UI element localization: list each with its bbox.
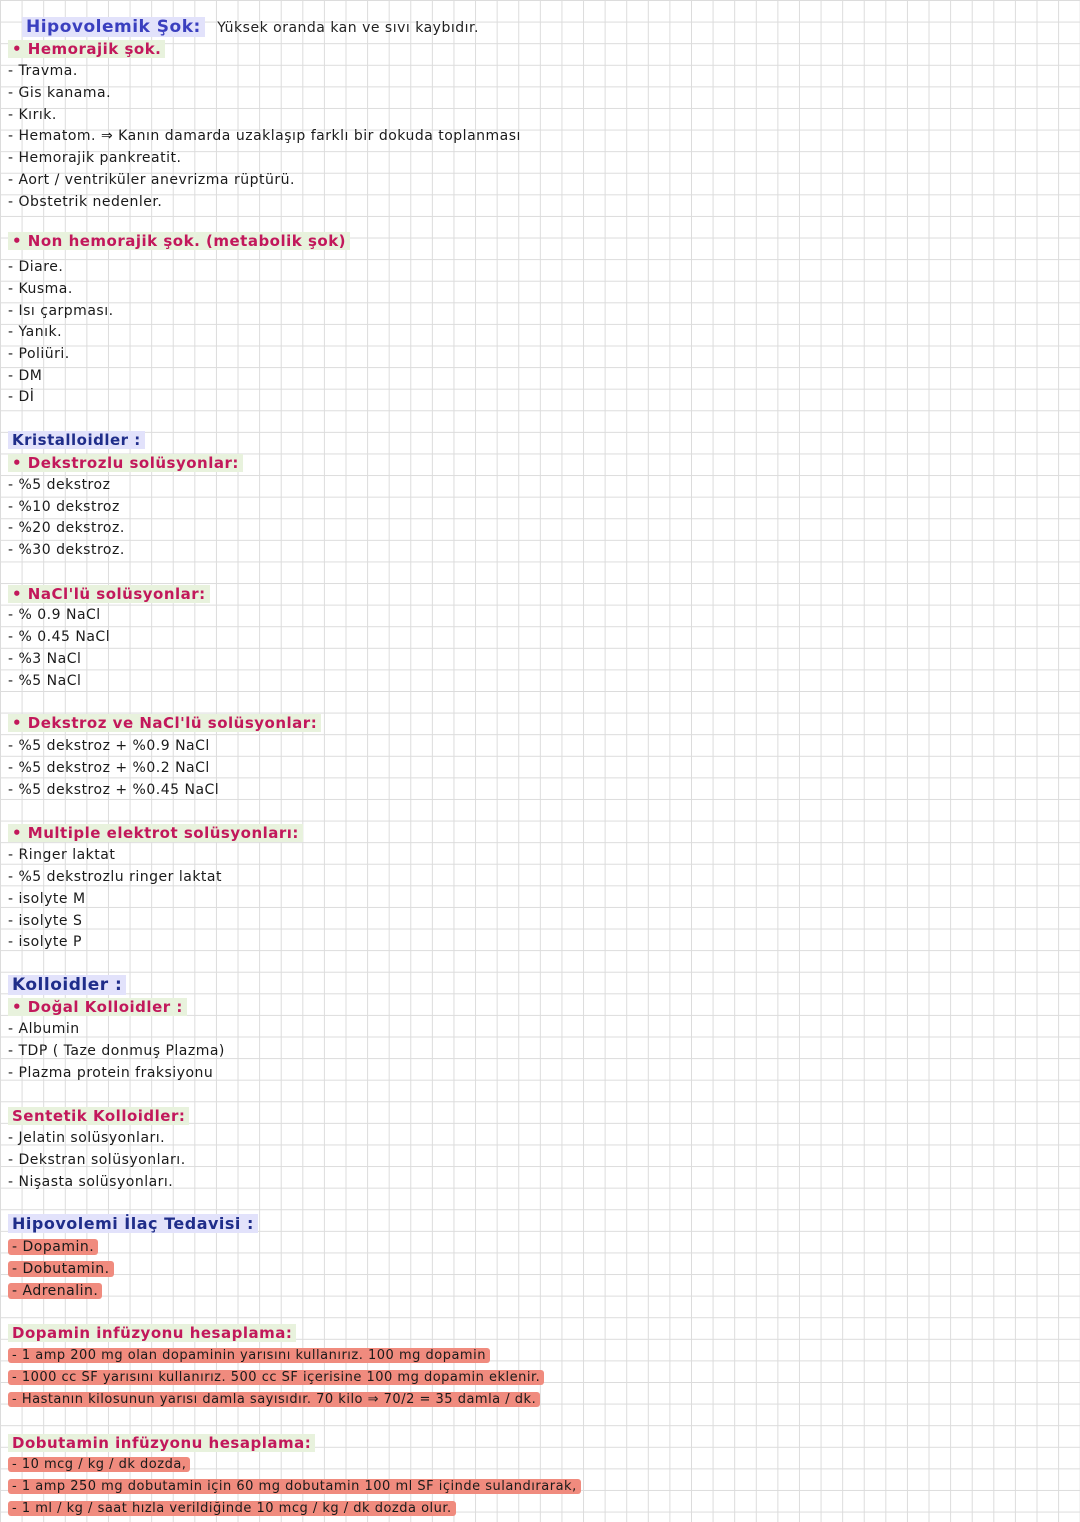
list-item: - Albumin bbox=[8, 1021, 80, 1037]
list-item: - isolyte M bbox=[8, 891, 86, 907]
list-item: - isolyte P bbox=[8, 934, 82, 950]
hipo-title: Hipovolemik Şok: bbox=[22, 17, 205, 37]
list-item: - Aort / ventriküler anevrizma rüptürü. bbox=[8, 172, 295, 188]
list-item: - Plazma protein fraksiyonu bbox=[8, 1065, 214, 1081]
kristal-title: Kristalloidler : bbox=[8, 431, 145, 449]
list-item: - %5 NaCl bbox=[8, 673, 82, 689]
list-item: - % 0.45 NaCl bbox=[8, 629, 111, 645]
list-item: - TDP ( Taze donmuş Plazma) bbox=[8, 1043, 225, 1059]
list-item: - Kırık. bbox=[8, 107, 57, 123]
list-item: - DM bbox=[8, 368, 43, 384]
list-item: - Jelatin solüsyonları. bbox=[8, 1130, 166, 1146]
ilac-title-row bbox=[8, 1214, 258, 1234]
list-item: - %5 dekstrozlu ringer laktat bbox=[8, 869, 222, 885]
dopamin-item-row bbox=[8, 1346, 490, 1366]
list-item: - Obstetrik nedenler. bbox=[8, 194, 163, 210]
list-item: - Dopamin. bbox=[8, 1239, 98, 1255]
dogal-title-row bbox=[8, 997, 187, 1017]
nacl-title-row bbox=[8, 584, 210, 604]
dobutamin-title-row bbox=[8, 1433, 315, 1453]
dopamin-title: Dopamin infüzyonu hesaplama: bbox=[8, 1324, 296, 1342]
dopamin-item-row bbox=[8, 1390, 540, 1410]
list-item: - Hemorajik pankreatit. bbox=[8, 150, 182, 166]
hemo-title: • Hemorajik şok. bbox=[8, 40, 165, 58]
dopamin-item-row bbox=[8, 1368, 544, 1388]
list-item: - 1 amp 250 mg dobutamin için 60 mg dobutamin 100 ml SF içinde sulandırarak, bbox=[8, 1479, 581, 1494]
list-item: - %20 dekstroz. bbox=[8, 520, 125, 536]
hemo-title-row bbox=[8, 39, 165, 59]
list-item: - %5 dekstroz + %0.9 NaCl bbox=[8, 738, 210, 754]
list-item: - 10 mcg / kg / dk dozda, bbox=[8, 1457, 190, 1472]
list-item: - %5 dekstroz + %0.45 NaCl bbox=[8, 782, 220, 798]
dekstroz-title-row bbox=[8, 453, 243, 473]
sentetik-title-row bbox=[8, 1106, 189, 1126]
ilac-item-row bbox=[8, 1259, 114, 1279]
list-item: - Hematom. ⇒ Kanın damarda uzaklaşıp farklı bir dokuda toplanması bbox=[8, 128, 521, 144]
list-item: - 1 amp 200 mg olan dopaminin yarısını kullanırız. 100 mg dopamin bbox=[8, 1348, 490, 1363]
list-item: - Ringer laktat bbox=[8, 847, 116, 863]
list-item: - 1 ml / kg / saat hızla verildiğinde 10 mcg / kg / dk dozda olur. bbox=[8, 1501, 456, 1516]
dobutamin-item-row bbox=[8, 1499, 456, 1519]
ilac-title: Hipovolemi İlaç Tedavisi : bbox=[8, 1214, 258, 1233]
multi-title-row bbox=[8, 823, 303, 843]
list-item: - %5 dekstroz + %0.2 NaCl bbox=[8, 760, 210, 776]
dopamin-title-row bbox=[8, 1323, 296, 1343]
list-item: - Dİ bbox=[8, 389, 35, 405]
list-item: - Yanık. bbox=[8, 324, 63, 340]
kolloid-title: Kolloidler : bbox=[8, 975, 126, 995]
hipo-desc: Yüksek oranda kan ve sıvı kaybıdır. bbox=[217, 20, 479, 36]
list-item: - isolyte S bbox=[8, 913, 83, 929]
list-item: - %30 dekstroz. bbox=[8, 542, 125, 558]
mix-title: • Dekstroz ve NaCl'lü solüsyonlar: bbox=[8, 714, 321, 732]
list-item: - Hastanın kilosunun yarısı damla sayısıdır. 70 kilo ⇒ 70/2 = 35 damla / dk. bbox=[8, 1392, 540, 1407]
mix-title-row bbox=[8, 713, 321, 733]
list-item: - %10 dekstroz bbox=[8, 499, 120, 515]
nacl-title: • NaCl'lü solüsyonlar: bbox=[8, 585, 210, 603]
non-hemo-title: • Non hemorajik şok. (metabolik şok) bbox=[8, 232, 350, 250]
list-item: - Diare. bbox=[8, 259, 64, 275]
list-item: - Gis kanama. bbox=[8, 85, 112, 101]
ilac-item-row bbox=[8, 1281, 102, 1301]
list-item: - Dekstran solüsyonları. bbox=[8, 1152, 186, 1168]
list-item: - Travma. bbox=[8, 63, 78, 79]
dobutamin-item-row bbox=[8, 1455, 190, 1475]
dobutamin-title: Dobutamin infüzyonu hesaplama: bbox=[8, 1434, 315, 1452]
list-item: - Isı çarpması. bbox=[8, 303, 114, 319]
dekstroz-title: • Dekstrozlu solüsyonlar: bbox=[8, 454, 243, 472]
list-item: - Adrenalin. bbox=[8, 1283, 102, 1299]
list-item: - Kusma. bbox=[8, 281, 73, 297]
ilac-item-row bbox=[8, 1237, 98, 1257]
kolloid-title-row bbox=[8, 975, 126, 995]
dogal-title: • Doğal Kolloidler : bbox=[8, 998, 187, 1016]
list-item: - % 0.9 NaCl bbox=[8, 607, 101, 623]
multi-title: • Multiple elektrot solüsyonları: bbox=[8, 824, 303, 842]
hipo-heading-row bbox=[22, 17, 479, 38]
list-item: - %5 dekstroz bbox=[8, 477, 111, 493]
list-item: - Nişasta solüsyonları. bbox=[8, 1174, 174, 1190]
list-item: - Poliüri. bbox=[8, 346, 70, 362]
non-hemo-title-row bbox=[8, 231, 350, 251]
list-item: - 1000 cc SF yarısını kullanırız. 500 cc SF içerisine 100 mg dopamin eklenir. bbox=[8, 1370, 544, 1385]
sentetik-title: Sentetik Kolloidler: bbox=[8, 1107, 189, 1125]
kristal-title-row bbox=[8, 430, 145, 450]
list-item: - Dobutamin. bbox=[8, 1261, 114, 1277]
dobutamin-item-row bbox=[8, 1477, 581, 1497]
list-item: - %3 NaCl bbox=[8, 651, 82, 667]
